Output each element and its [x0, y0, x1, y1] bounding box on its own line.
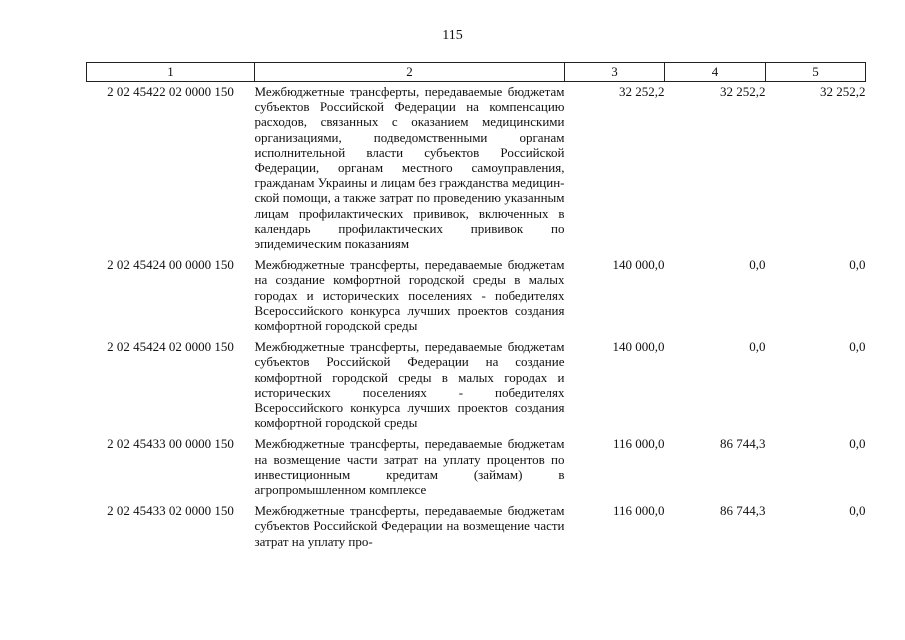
amount-col-3: 32 252,2 [619, 84, 665, 99]
column-header-3: 3 [565, 63, 665, 82]
column-header-5: 5 [766, 63, 866, 82]
amount-col-3: 140 000,0 [612, 339, 665, 355]
budget-code: 2 02 45424 00 0000 150 [107, 257, 234, 273]
row-description: Межбюджетные трансферты, передаваемые бюджетам на возмещение части затрат на уплату процентов по инвестиционным кредитам (займам) в агропромышленном комплексе [254, 436, 565, 498]
page-number: 115 [442, 28, 463, 43]
row-description: Межбюджетные трансферты, передаваемые бюджетам субъектов Российской Федерации на создание комфортной городской среды в малых городах и исторических поселениях - победителях Всероссийского конкурса лучших проектов создания комфортной городской среды [254, 339, 565, 431]
amount-col-5: 0,0 [849, 339, 866, 355]
row-description: Межбюджетные трансферты, передаваемые бюджетам на создание комфортной городской среды в малых городах и исторических поселениях - победителях Всероссийского конкурса лучших проектов создания комфортной городской среды [254, 257, 565, 334]
table-row [87, 434, 866, 501]
column-header-2: 2 [255, 63, 565, 82]
amount-col-4: 32 252,2 [720, 84, 766, 99]
amount-col-3: 140 000,0 [612, 257, 665, 273]
table-row [87, 337, 866, 434]
budget-code: 2 02 45424 02 0000 150 [107, 339, 234, 355]
amount-col-5: 0,0 [849, 257, 866, 273]
table-row [87, 82, 866, 256]
amount-col-5: 0,0 [849, 503, 866, 519]
amount-col-3: 116 000,0 [612, 436, 665, 452]
amount-col-5: 0,0 [849, 436, 866, 452]
amount-col-5: 32 252,2 [820, 84, 866, 99]
column-header-4: 4 [665, 63, 766, 82]
amount-col-4: 86 744,3 [720, 503, 766, 519]
budget-code: 2 02 45433 02 0000 150 [107, 503, 234, 519]
budget-code: 2 02 45433 00 0000 150 [107, 436, 234, 452]
column-header-1: 1 [87, 63, 255, 82]
table-row [87, 255, 866, 337]
budget-revenue-table [86, 62, 866, 553]
amount-col-4: 0,0 [749, 339, 766, 355]
row-description: Межбюджетные трансферты, передаваемые бюджетам субъектов Российской Федерации на компенсацию расходов, связанных с оказанием медицинскими организациями, подведомственными органам исполнительной власти субъектов Российской Федерации, органам местного самоуправления, гражданам Украины и лицам без гражданства медицинской помощи, а также затрат по проведению указанным лицам профилактических прививок, включенных в календарь профилактических прививок по эпидемическим показаниям [254, 84, 565, 252]
amount-col-4: 0,0 [749, 257, 766, 273]
row-description: Межбюджетные трансферты, передаваемые бюджетам субъектов Российской Федерации на возмещение части затрат на уплату про- [254, 503, 565, 549]
amount-col-3: 116 000,0 [612, 503, 665, 519]
amount-col-4: 86 744,3 [720, 436, 766, 452]
column-number-row [87, 63, 866, 82]
budget-code: 2 02 45422 02 0000 150 [107, 84, 234, 99]
table-row [87, 501, 866, 553]
